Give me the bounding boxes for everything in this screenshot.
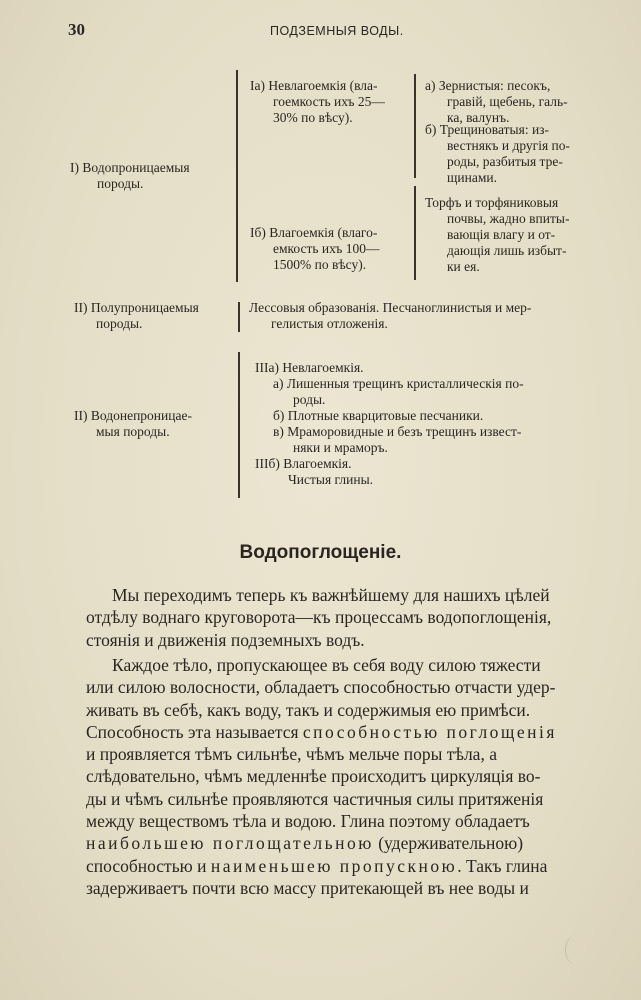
paragraph-1 [86,584,610,651]
running-title: ПОДЗЕМНЫЯ ВОДЫ. [270,24,404,38]
group3-line: няки и мраморъ. [293,440,388,455]
paragraph-line [86,855,610,877]
sub-a-item-a [425,78,568,126]
spaced-term: наибольшею поглощательною [86,833,374,854]
page-number: 30 [68,20,85,39]
group2-description [249,300,531,332]
paragraph-line: живать въ себѣ, какъ воду, такъ и содержимыя ею примѣси. [86,699,531,720]
paragraph-line [86,832,610,854]
paragraph-2 [86,654,610,899]
group3-brace [238,352,240,498]
spaced-term: способностью поглощенія [302,721,557,742]
text-run: Способность эта называется [86,721,303,742]
sub-a-item-b [425,122,570,186]
group1-label [70,160,190,192]
group3-label [74,408,192,440]
sub-b-brace [414,186,416,280]
group2-brace [238,302,240,332]
group1-sub-a [250,78,385,126]
item-line: а) Зернистыя: песокъ, [425,78,551,93]
group3-line: Чистыя глины. [288,472,374,487]
sub-a-line: Ia) Невлагоемкія (вла- [250,78,378,93]
sub-b-line: 1500% по вѣсу). [273,257,367,272]
group2-label-line: породы. [96,316,143,331]
group1-label-line: породы. [97,176,144,191]
sub-b-line: емкость ихъ 100— [273,241,380,256]
group3-line: IIIб) Влагоемкія. [255,456,352,471]
paragraph-line: и проявляется тѣмъ сильнѣе, чѣмъ мельче поры тѣла, а [86,744,497,765]
group3-line: в) Мраморовидные и безъ трещинъ извест- [273,424,522,439]
group3-line: роды. [293,392,326,407]
item-line: ка, валунъ. [447,110,510,125]
paragraph-line: ды и чѣмъ сильнѣе проявляются частичныя силы притяженія [86,788,544,809]
sub-a-line: 30% по вѣсу). [273,110,353,125]
paragraph-line: задерживаетъ почти всю массу притекающей въ нее воды и [86,877,529,898]
page-mark [565,935,588,965]
group3-line: б) Плотные кварцитовые песчаники. [273,408,484,423]
group1-label-line: I) Водопроницаемыя [70,160,190,175]
group2-label [74,300,199,332]
group3-label-line: II) Водонепроницае- [74,408,192,423]
item-line: Торфъ и торфяниковыя [425,195,559,210]
group1-sub-b [250,225,379,273]
item-line: вестнякъ и другія по- [447,138,570,153]
group3-label-line: мыя породы. [96,424,170,439]
paragraph-line: слѣдовательно, чѣмъ медленнѣе происходитъ циркуляція во- [86,766,541,787]
paragraph-line: стоянія и движенія подземныхъ водъ. [86,629,365,650]
item-line: б) Трещиноватыя: из- [425,122,550,137]
sub-b-line: Iб) Влагоемкія (влаго- [250,225,378,240]
item-line: щинами. [447,170,497,185]
paragraph-line: отдѣлу воднаго круговорота—къ процессамъ водопоглощенія, [86,607,552,628]
group1-brace [236,70,238,282]
text-run: . Такъ глина [457,855,548,876]
sub-a-line: гоемкость ихъ 25— [273,94,385,109]
item-line: дающія лишь избыт- [447,243,567,258]
item-line: вающія влагу и от- [447,227,556,242]
paragraph-line: Каждое тѣло, пропускающее въ себя воду силою тяжести [112,655,541,675]
group3-list [255,360,524,488]
group2-desc-line: Лессовыя образованія. Песчаноглинистыя и мер- [249,300,532,315]
group2-label-line: II) Полупроницаемыя [74,300,199,315]
item-line: ки ея. [447,259,480,274]
section-heading: Водопоглощеніе. [239,542,402,563]
text-run: (удерживательною) [373,833,524,854]
item-line: почвы, жадно впиты- [447,211,570,226]
text-run: способностью и [86,855,211,876]
group3-line: а) Лишенныя трещинъ кристаллическія по- [273,376,524,391]
sub-a-brace [414,74,416,178]
paragraph-line: между веществомъ тѣла и водою. Глина поэтому обладаетъ [86,811,530,832]
paragraph-line [86,721,610,743]
item-line: гравій, щебень, галь- [447,94,568,109]
paragraph-line: или силою волосности, обладаетъ способностью отчасти удер- [86,677,556,698]
group2-desc-line: гелистыя отложенія. [271,316,388,331]
sub-b-item [425,195,569,275]
paragraph-line: Мы переходимъ теперь къ важнѣйшему для нашихъ цѣлей [112,585,550,605]
spaced-term: наименьшею пропускною [210,855,458,876]
group3-line: IIIa) Невлагоемкія. [255,360,364,375]
item-line: роды, разбитыя тре- [447,154,563,169]
